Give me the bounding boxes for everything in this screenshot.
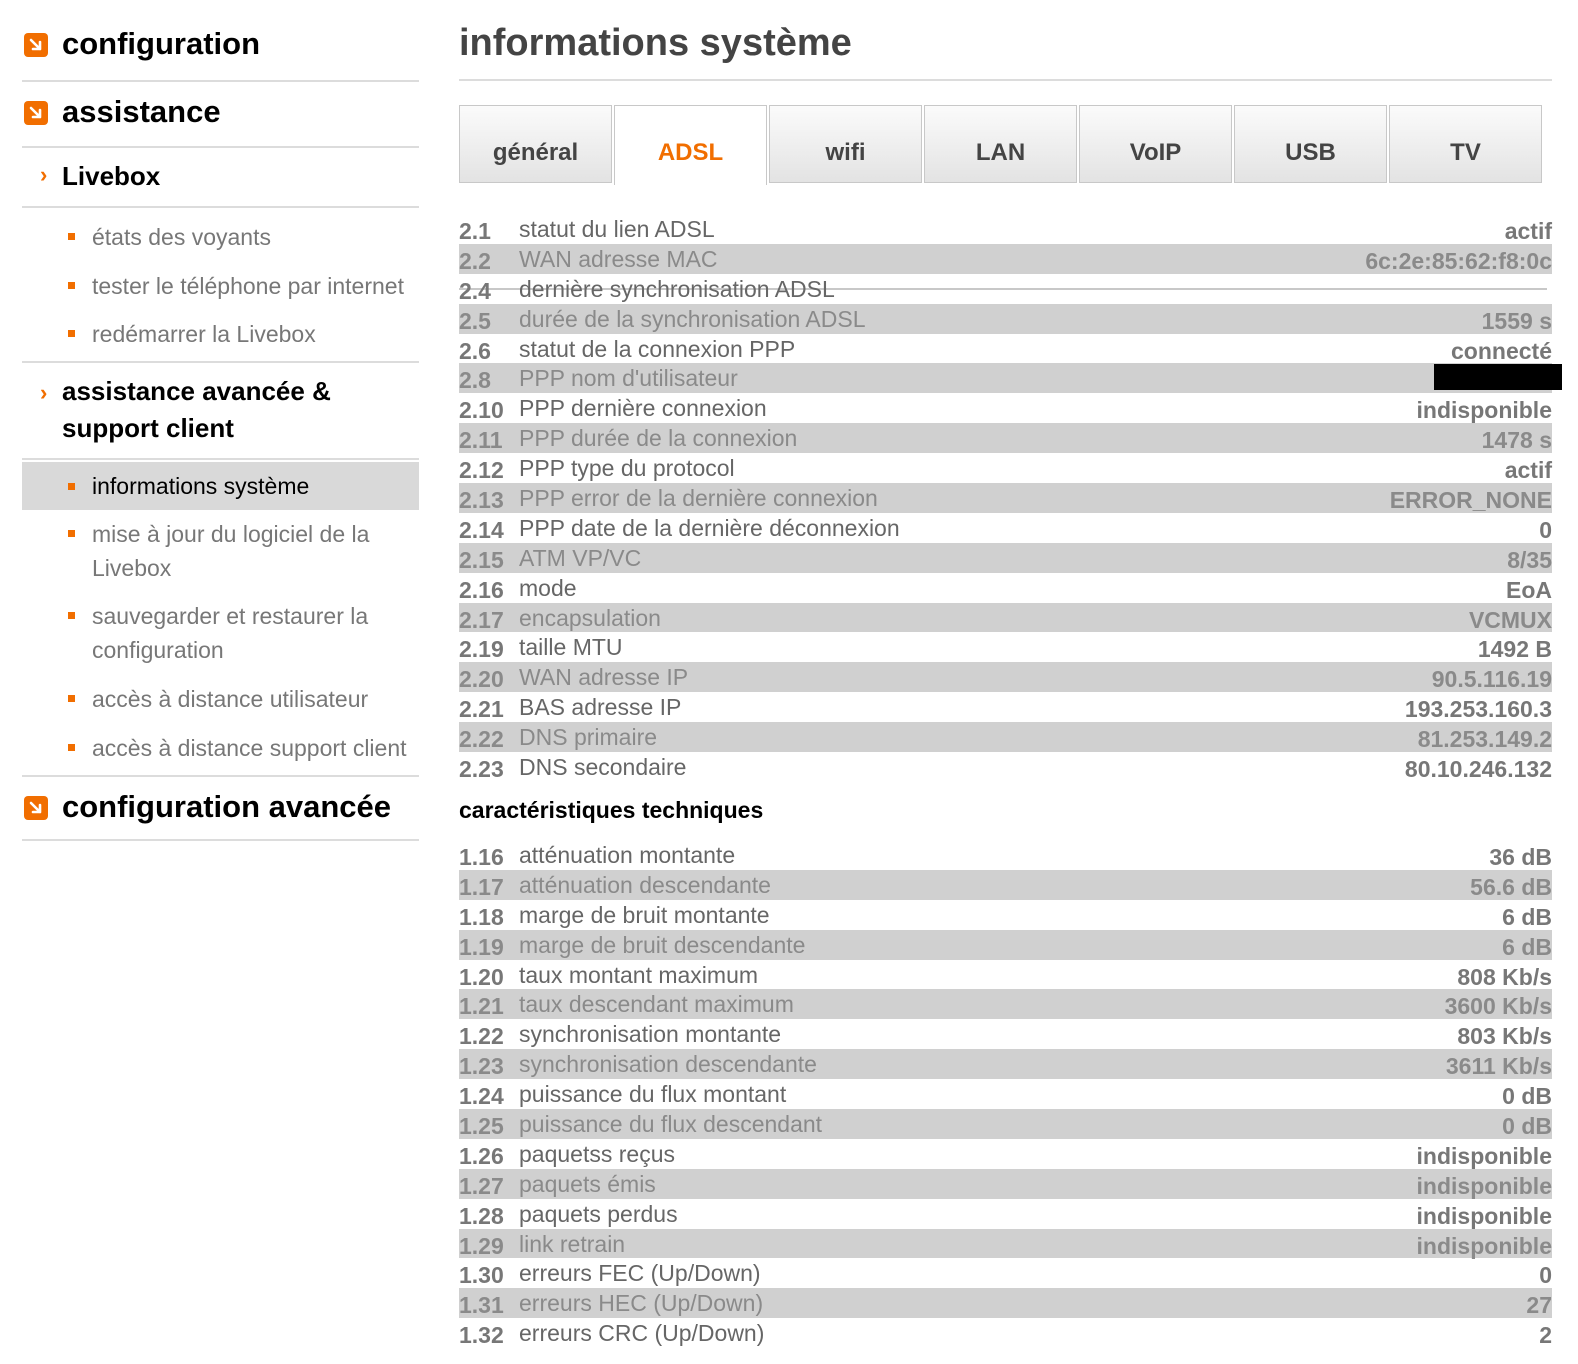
row-label: erreurs FEC (Up/Down) — [519, 1260, 761, 1287]
nav-item-label: sauvegarder et restaurer la — [92, 603, 369, 629]
table-row — [459, 573, 1552, 603]
nav-configuration-label: configuration — [62, 26, 261, 61]
nav-item-label: mise à jour du logiciel de la — [92, 521, 370, 547]
table-row — [459, 393, 1552, 423]
row-label: statut de la connexion PPP — [519, 335, 796, 362]
row-label: PPP durée de la connexion — [519, 425, 798, 452]
table-row — [459, 363, 1552, 393]
nav-configuration-avancee-label: configuration avancée — [62, 789, 392, 824]
table-row — [459, 1139, 1552, 1169]
row-label: taille MTU — [519, 634, 623, 661]
table-row — [459, 1199, 1552, 1229]
table-row — [459, 989, 1552, 1019]
table-row — [459, 1079, 1552, 1109]
row-label: paquetss reçus — [519, 1140, 675, 1167]
nav-assistance[interactable] — [22, 82, 419, 148]
sidebar — [22, 0, 419, 841]
nav-item-label: informations système — [92, 473, 310, 499]
row-value: 27 — [1526, 1292, 1552, 1319]
row-label: PPP nom d'utilisateur — [519, 365, 738, 392]
row-value: indisponible — [1416, 397, 1552, 424]
row-label: PPP date de la dernière déconnexion — [519, 514, 900, 541]
row-value: 193.253.160.3 — [1404, 696, 1552, 723]
square-bullet-icon — [68, 612, 75, 619]
row-label: PPP error de la dernière connexion — [519, 485, 878, 512]
table-row — [459, 513, 1552, 543]
square-bullet-icon — [68, 530, 75, 537]
nav-livebox-label: Livebox — [62, 161, 161, 191]
row-number: 1.23 — [459, 1053, 504, 1080]
row-value: connecté — [1451, 337, 1552, 364]
nav-item-label: accès à distance support client — [92, 735, 407, 761]
nav-assistance-avancee[interactable] — [22, 363, 419, 460]
row-number: 1.29 — [459, 1232, 504, 1259]
row-value: 56.6 dB — [1470, 873, 1552, 900]
row-value: 3611 Kb/s — [1445, 1053, 1552, 1080]
table-row — [459, 453, 1552, 483]
table-row — [459, 334, 1552, 364]
row-number: 2.17 — [459, 606, 504, 633]
row-label: statut du lien ADSL — [519, 216, 715, 242]
row-value: 36 dB — [1489, 844, 1552, 870]
arrow-down-right-icon — [24, 796, 48, 820]
row-number: 1.27 — [459, 1172, 504, 1199]
table-row — [459, 543, 1552, 573]
row-value: indisponible — [1416, 1172, 1552, 1199]
row-label: paquets émis — [519, 1170, 656, 1197]
nav-livebox[interactable] — [22, 148, 419, 208]
table-row — [459, 752, 1552, 782]
row-number: 1.16 — [459, 844, 504, 870]
row-value: 1478 s — [1481, 427, 1552, 454]
row-number: 2.5 — [459, 307, 491, 334]
table-row — [459, 1049, 1552, 1079]
row-label: DNS secondaire — [519, 754, 687, 781]
row-value: indisponible — [1416, 1202, 1552, 1229]
row-value: ERROR_NONE — [1389, 487, 1552, 514]
table-row — [459, 870, 1552, 900]
nav-item-label: accès à distance utilisateur — [92, 686, 369, 712]
nav-item-label: redémarrer la Livebox — [92, 321, 316, 347]
row-number: 2.19 — [459, 636, 504, 663]
row-value: actif — [1504, 218, 1552, 244]
row-value: 0 dB — [1502, 1083, 1552, 1110]
table-row — [459, 662, 1552, 692]
nav-item-redemarrer[interactable] — [22, 317, 419, 351]
nav-item-label: configuration — [92, 637, 224, 663]
nav-item-label: tester le téléphone par internet — [92, 273, 404, 299]
row-value: 6 dB — [1502, 903, 1552, 930]
square-bullet-icon — [68, 744, 75, 751]
row-label: puissance du flux montant — [519, 1081, 787, 1108]
table-row — [459, 603, 1552, 633]
tab-lan[interactable]: LAN — [924, 105, 1077, 183]
table-row — [459, 960, 1552, 990]
nav-item-label: Livebox — [92, 555, 172, 581]
chevron-right-icon: › — [40, 380, 48, 405]
table-row — [459, 244, 1552, 274]
row-label: durée de la synchronisation ADSL — [519, 305, 866, 332]
row-value: 0 — [1539, 1262, 1552, 1289]
nav-item-etats-voyants[interactable] — [22, 220, 419, 254]
row-value: 81.253.149.2 — [1417, 726, 1552, 753]
row-number: 2.11 — [459, 427, 503, 454]
row-value: VCMUX — [1468, 606, 1552, 633]
row-label: marge de bruit montante — [519, 901, 770, 928]
page-title: informations système — [459, 22, 852, 64]
nav-item-acces-support[interactable] — [22, 729, 419, 763]
tech-table — [459, 840, 1552, 1348]
table-row — [459, 1258, 1552, 1288]
row-label: encapsulation — [519, 604, 661, 631]
table-row — [459, 423, 1552, 453]
nav-item-tester-telephone[interactable] — [22, 269, 419, 303]
row-label: WAN adresse IP — [519, 664, 689, 691]
row-label: PPP dernière connexion — [519, 395, 767, 422]
row-label: paquets perdus — [519, 1200, 678, 1227]
row-label: ATM VP/VC — [519, 544, 642, 571]
row-number: 2.16 — [459, 576, 504, 603]
table-row — [459, 1288, 1552, 1318]
table-row — [459, 214, 1552, 244]
nav-configuration-avancee[interactable] — [22, 777, 419, 841]
adsl-table — [459, 214, 1552, 782]
row-label: link retrain — [519, 1230, 626, 1257]
table-row — [459, 1229, 1552, 1259]
redacted-block — [1434, 364, 1562, 390]
tab-general[interactable]: général — [459, 105, 612, 183]
row-number: 2.22 — [459, 726, 504, 753]
row-value: 0 — [1539, 516, 1552, 543]
row-number: 1.21 — [459, 993, 504, 1020]
table-row — [459, 632, 1552, 662]
square-bullet-icon — [68, 330, 75, 337]
row-number: 2.2 — [459, 247, 491, 274]
chevron-right-icon: › — [40, 162, 48, 187]
advanced-items — [22, 460, 419, 777]
row-number: 1.31 — [459, 1292, 504, 1319]
row-value: 90.5.116.19 — [1431, 666, 1552, 693]
row-number: 1.28 — [459, 1202, 504, 1229]
row-number: 1.19 — [459, 933, 504, 960]
row-value: indisponible — [1416, 1142, 1552, 1169]
table-row — [459, 304, 1552, 334]
row-label: puissance du flux descendant — [519, 1111, 823, 1138]
row-number: 2.12 — [459, 457, 504, 484]
nav-item-acces-utilisateur[interactable] — [22, 680, 419, 714]
row-label: PPP type du protocol — [519, 455, 735, 482]
tab-wifi[interactable]: wifi — [769, 105, 922, 183]
table-row — [459, 1019, 1552, 1049]
tab-voip[interactable]: VoIP — [1079, 105, 1232, 183]
nav-assistance-avancee-line2: support client — [62, 413, 234, 443]
row-number: 2.4 — [459, 277, 491, 304]
nav-item-label: états des voyants — [92, 224, 271, 250]
row-number: 2.20 — [459, 666, 504, 693]
table-row — [459, 274, 1552, 304]
arrow-down-right-icon — [24, 101, 48, 125]
nav-assistance-label: assistance — [62, 94, 221, 129]
tab-adsl[interactable]: ADSL — [614, 105, 767, 185]
arrow-down-right-icon — [24, 33, 48, 57]
table-row — [459, 483, 1552, 513]
row-label: mode — [519, 574, 577, 601]
nav-item-informations-systeme[interactable] — [22, 462, 419, 510]
row-value: 6c:2e:85:62:f8:0c — [1365, 247, 1552, 274]
livebox-items — [22, 208, 419, 363]
square-bullet-icon — [68, 695, 75, 702]
row-value: 808 Kb/s — [1457, 963, 1552, 990]
row-value: EoA — [1506, 576, 1552, 603]
table-row — [459, 1318, 1552, 1348]
row-value: 2 — [1539, 1322, 1552, 1349]
row-number: 1.32 — [459, 1322, 504, 1349]
row-label: dernière synchronisation ADSL — [519, 275, 835, 302]
row-label: WAN adresse MAC — [519, 245, 718, 272]
square-bullet-icon — [68, 483, 75, 490]
row-number: 2.15 — [459, 546, 504, 573]
table-row — [459, 840, 1552, 870]
row-number: 1.24 — [459, 1083, 504, 1110]
row-value: 1559 s — [1481, 307, 1552, 334]
tab-bar — [459, 105, 1547, 185]
row-value: indisponible — [1416, 1232, 1552, 1259]
square-bullet-icon — [68, 233, 75, 240]
row-label: atténuation descendante — [519, 871, 771, 898]
nav-assistance-avancee-line1: assistance avancée & — [62, 376, 331, 406]
table-row — [459, 1169, 1552, 1199]
row-label: erreurs CRC (Up/Down) — [519, 1320, 765, 1347]
row-label: atténuation montante — [519, 842, 736, 868]
row-value: 6 dB — [1502, 933, 1552, 960]
tab-tv[interactable]: TV — [1389, 105, 1542, 183]
table-row — [459, 900, 1552, 930]
row-label: BAS adresse IP — [519, 694, 682, 721]
row-number: 1.26 — [459, 1142, 504, 1169]
row-label: taux montant maximum — [519, 961, 759, 988]
row-label: marge de bruit descendante — [519, 931, 806, 958]
row-label: synchronisation descendante — [519, 1051, 817, 1078]
table-row — [459, 692, 1552, 722]
nav-item-sauvegarder[interactable] — [22, 597, 419, 669]
row-number: 2.1 — [459, 218, 491, 244]
row-number: 2.10 — [459, 397, 504, 424]
tab-usb[interactable]: USB — [1234, 105, 1387, 183]
row-value: 8/35 — [1507, 546, 1552, 573]
row-number: 2.8 — [459, 367, 491, 394]
row-value: 0 dB — [1502, 1113, 1552, 1140]
table-row — [459, 1109, 1552, 1139]
title-divider — [459, 79, 1552, 81]
row-number: 2.6 — [459, 337, 491, 364]
row-label: synchronisation montante — [519, 1021, 782, 1048]
table-row — [459, 722, 1552, 752]
row-value: 3600 Kb/s — [1444, 993, 1552, 1020]
row-number: 2.23 — [459, 756, 504, 783]
row-value: 1492 B — [1477, 636, 1552, 663]
square-bullet-icon — [68, 282, 75, 289]
table-row — [459, 930, 1552, 960]
row-value: 80.10.246.132 — [1404, 756, 1552, 783]
section-title-tech: caractéristiques techniques — [459, 797, 764, 823]
row-number: 1.17 — [459, 873, 504, 900]
row-number: 2.13 — [459, 487, 504, 514]
row-label: DNS primaire — [519, 724, 658, 751]
nav-configuration[interactable] — [22, 0, 419, 82]
row-value: 803 Kb/s — [1457, 1023, 1552, 1050]
row-value: actif — [1504, 457, 1552, 484]
row-number: 2.21 — [459, 696, 504, 723]
row-number: 1.20 — [459, 963, 504, 990]
row-number: 1.30 — [459, 1262, 504, 1289]
row-number: 1.22 — [459, 1023, 504, 1050]
row-label: taux descendant maximum — [519, 991, 794, 1018]
row-number: 1.18 — [459, 903, 504, 930]
row-label: erreurs HEC (Up/Down) — [519, 1290, 764, 1317]
row-number: 1.25 — [459, 1113, 504, 1140]
row-number: 2.14 — [459, 516, 504, 543]
nav-item-mise-a-jour[interactable] — [22, 515, 419, 587]
